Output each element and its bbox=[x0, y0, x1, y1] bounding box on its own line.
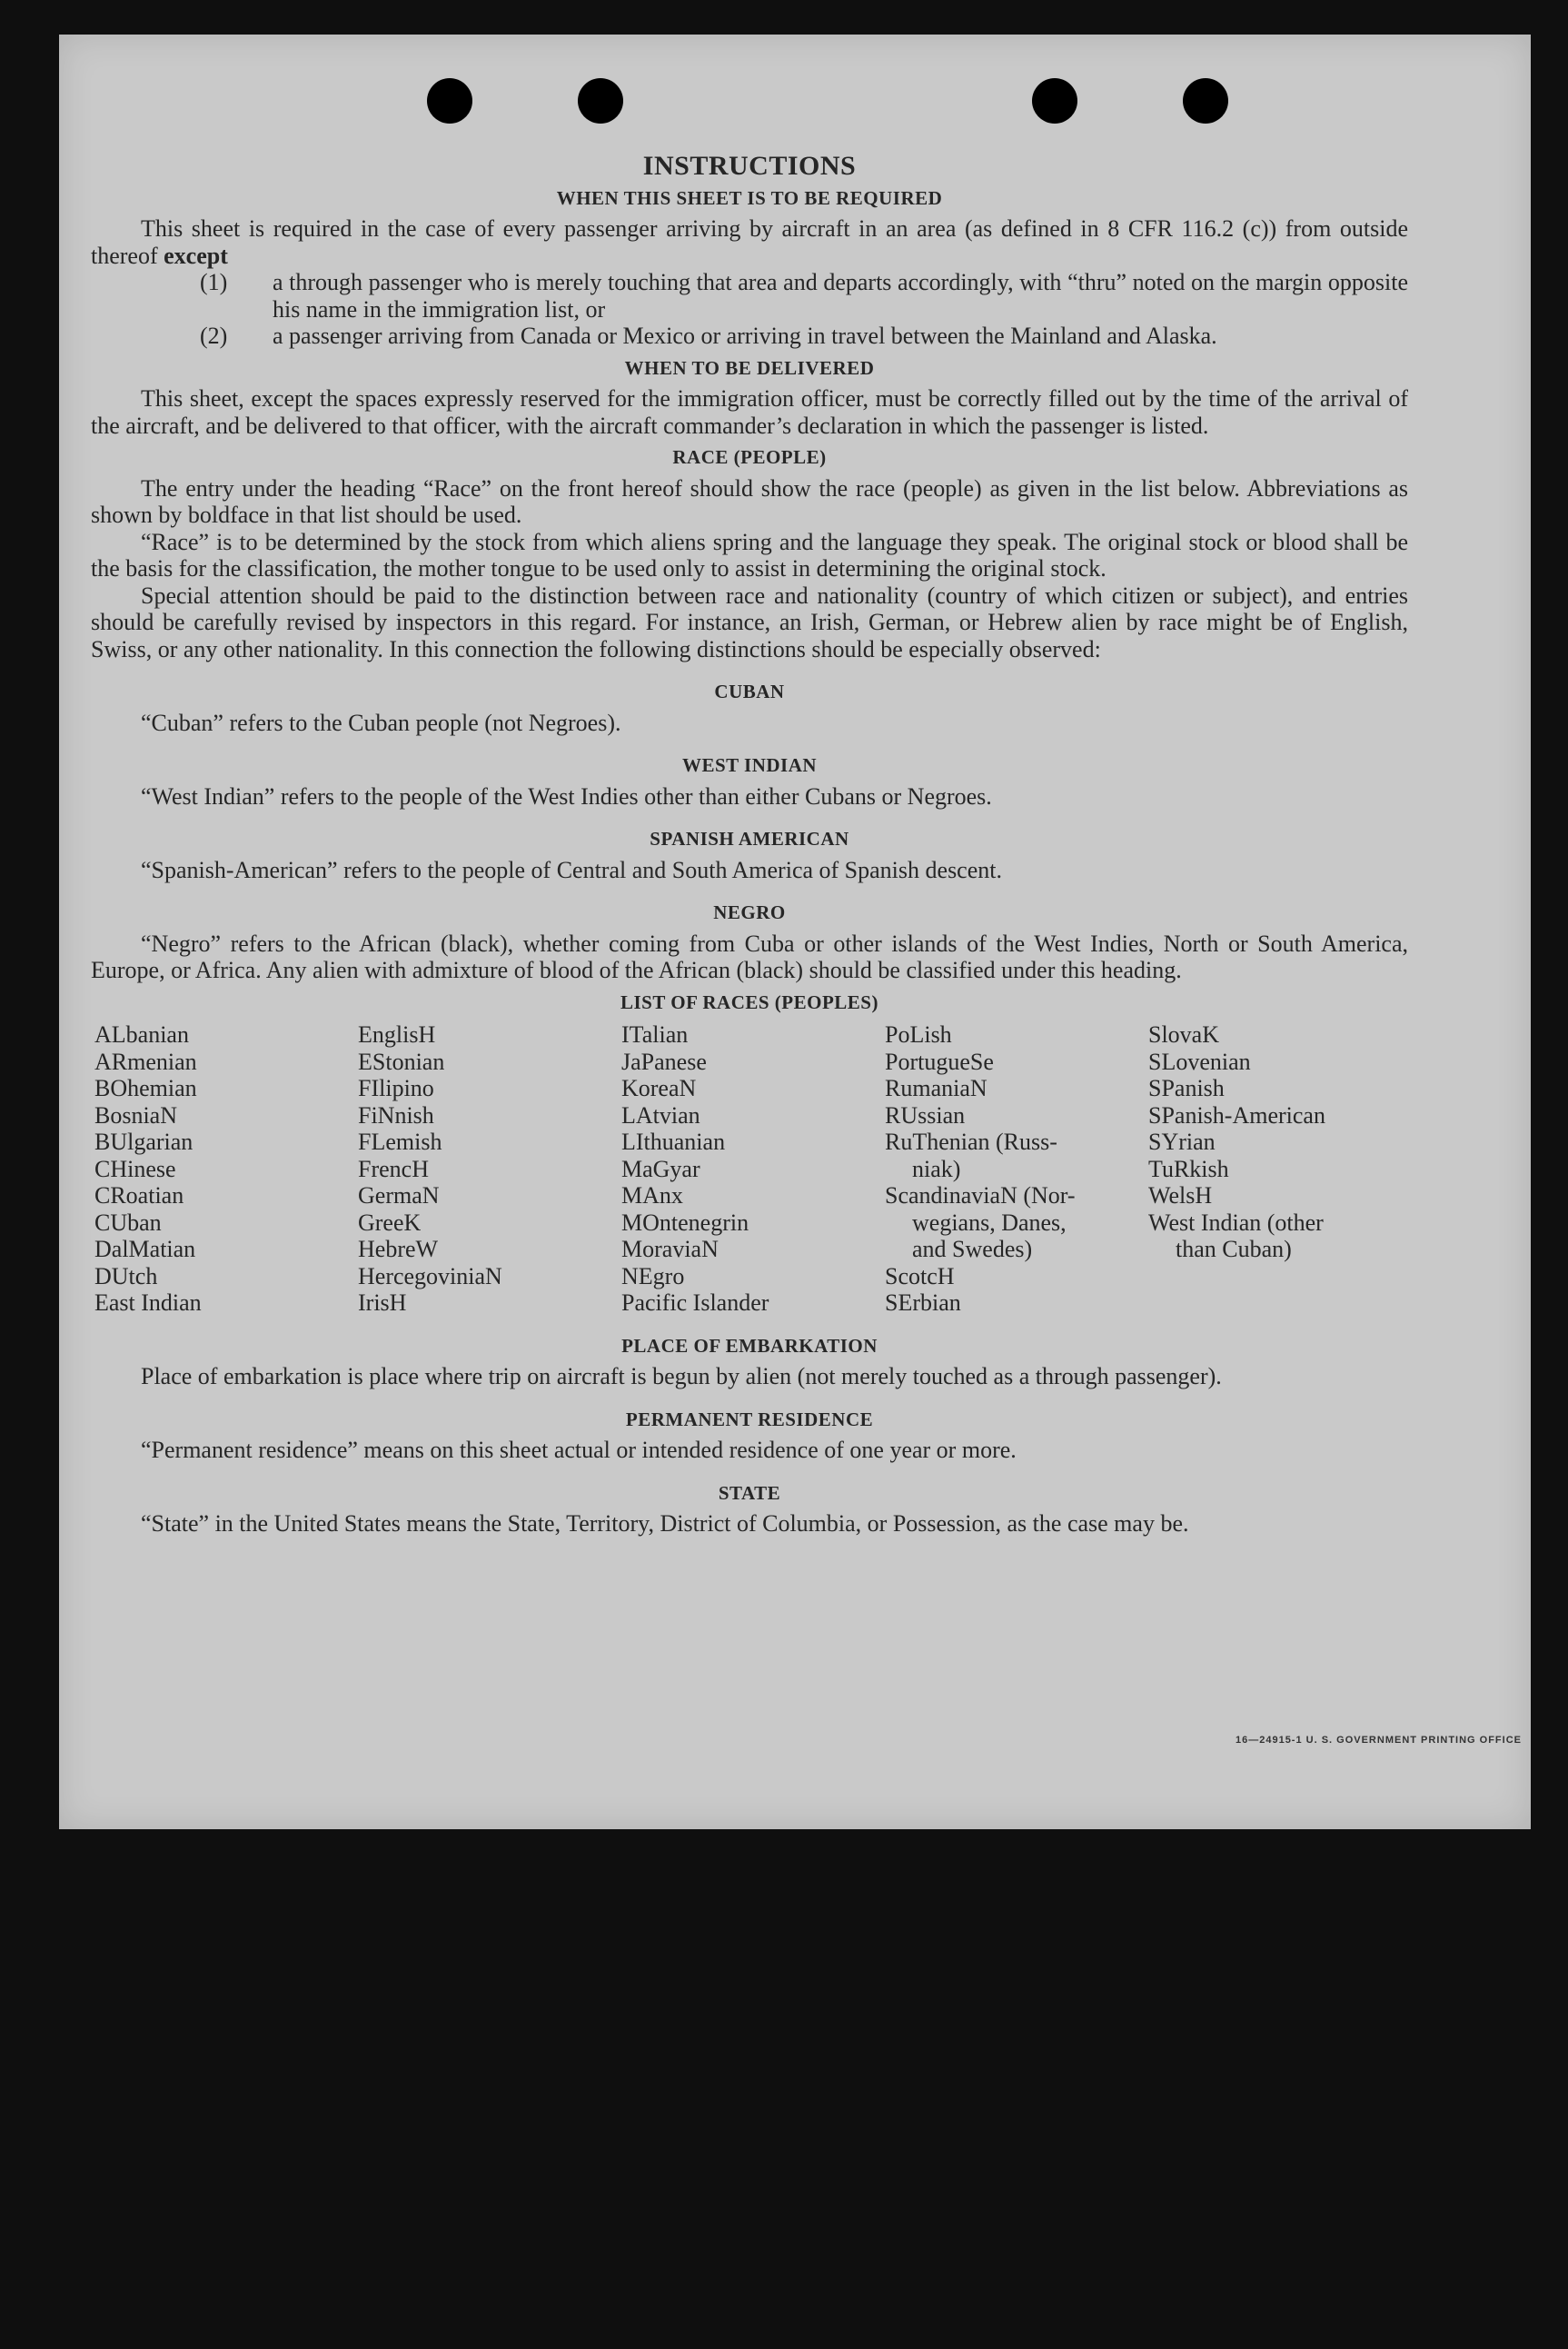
race-entry: West Indian (other bbox=[1148, 1209, 1324, 1236]
race-entry: SLovenian bbox=[1148, 1048, 1251, 1075]
race-entry: ScandinaviaN (Nor- bbox=[885, 1182, 1076, 1209]
race-entry: ALbanian bbox=[94, 1021, 189, 1048]
section-heading-race-list: LIST OF RACES (PEOPLES) bbox=[620, 990, 878, 1013]
section-heading-west-indian: WEST INDIAN bbox=[681, 754, 818, 776]
race-entry-continued: than Cuban) bbox=[1176, 1236, 1292, 1262]
embarkation-text: Place of embarkation is place where trip on aircraft is begun by alien (not merely touched as a through passenger). bbox=[141, 1363, 1222, 1389]
race-paragraph-1: The entry under the heading “Race” on the front hereof should show the race (people) as given in the list below. Abbreviations as shown by boldface in that list should be used. bbox=[91, 474, 1408, 528]
race-list bbox=[94, 1021, 1408, 1317]
required-item-2: (2) a passenger arriving from Canada or Mexico or arriving in travel between the Mainland and Alaska. bbox=[200, 323, 1217, 349]
race-entry: RumaniaN bbox=[885, 1075, 987, 1101]
race-entry: Pacific Islander bbox=[621, 1289, 769, 1316]
race-entry: FIlipino bbox=[358, 1075, 434, 1101]
race-entry: EnglisH bbox=[358, 1021, 436, 1048]
race-entry: ITalian bbox=[621, 1021, 689, 1048]
race-entry: BUlgarian bbox=[94, 1129, 194, 1155]
race-entry: PortugueSe bbox=[885, 1048, 994, 1075]
delivered-text: This sheet, except the spaces expressly reserved for the immigration officer, must be correctly filled out by the time of the arrival of the aircraft, and be delivered to that officer, with the aircraft commander’s declaration in which the passenger is listed. bbox=[91, 385, 1408, 439]
section-heading-negro: NEGRO bbox=[713, 901, 786, 923]
race-entry: CUban bbox=[94, 1209, 162, 1236]
race-list-column-4 bbox=[885, 1021, 1148, 1317]
negro-text: “Negro” refers to the African (black), whether coming from Cuba or other islands of the West Indies, North or South America, Europe, or Africa. Any alien with admixture of blood of the African (black) should be classified under this heading. bbox=[91, 930, 1408, 983]
race-entry: GermaN bbox=[358, 1182, 440, 1209]
state-text: “State” in the United States means the State, Territory, District of Columbia, or Possession, as the case may be. bbox=[141, 1510, 1189, 1537]
race-entry: MoraviaN bbox=[621, 1236, 719, 1262]
race-entry: ScotcH bbox=[885, 1262, 955, 1289]
section-heading-race: RACE (PEOPLE) bbox=[672, 446, 827, 468]
race-entry: KoreaN bbox=[621, 1075, 697, 1101]
race-paragraph-2: “Race” is to be determined by the stock from which aliens spring and the language they speak. The original stock or blood shall be the basis for the classification, the mother tongue to be used only to assist in determining the original stock. bbox=[91, 528, 1408, 582]
race-entry: RuThenian (Russ- bbox=[885, 1129, 1057, 1155]
race-entry: HebreW bbox=[358, 1236, 439, 1262]
race-entry: SErbian bbox=[885, 1289, 961, 1316]
print-code: 16—24915-1 U. S. GOVERNMENT PRINTING OFFICE bbox=[1235, 1735, 1522, 1746]
race-entry: ARmenian bbox=[94, 1048, 197, 1075]
section-heading-residence: PERMANENT RESIDENCE bbox=[625, 1408, 874, 1430]
race-entry: JaPanese bbox=[621, 1048, 707, 1075]
spanish-american-text: “Spanish-American” refers to the people of Central and South America of Spanish descent. bbox=[141, 856, 1002, 883]
race-entry: LAtvian bbox=[621, 1101, 700, 1129]
race-entry: FiNnish bbox=[358, 1101, 434, 1129]
race-entry: SPanish bbox=[1148, 1075, 1225, 1101]
race-entry: WelsH bbox=[1148, 1182, 1213, 1209]
race-entry: CRoatian bbox=[94, 1182, 184, 1209]
race-entry: CHinese bbox=[94, 1155, 176, 1182]
section-heading-embarkation: PLACE OF EMBARKATION bbox=[621, 1334, 878, 1357]
race-entry: BosniaN bbox=[94, 1101, 177, 1129]
punch-hole bbox=[578, 78, 623, 124]
punch-hole bbox=[1032, 78, 1077, 124]
race-entry: HercegoviniaN bbox=[358, 1262, 502, 1289]
section-heading-cuban: CUBAN bbox=[714, 681, 785, 702]
race-entry: FLemish bbox=[358, 1129, 442, 1155]
race-entry: PoLish bbox=[885, 1021, 952, 1048]
page-title: INSTRUCTIONS bbox=[642, 151, 857, 181]
section-heading-delivered: WHEN TO BE DELIVERED bbox=[624, 356, 875, 379]
section-heading-spanish-american: SPANISH AMERICAN bbox=[650, 828, 849, 850]
section-heading-state: STATE bbox=[718, 1481, 781, 1504]
race-entry: FrencH bbox=[358, 1155, 429, 1182]
race-paragraph-3: Special attention should be paid to the distinction between race and nationality (country of which citizen or subject), and entries should be carefully revised by inspectors in this regard. For instance, an Irish, German, or Hebrew alien by race might be of English, Swiss, or any other nationality. In this connection the following distinctions should be especially observed: bbox=[91, 582, 1408, 662]
race-entry: IrisH bbox=[358, 1289, 407, 1316]
race-entry: EStonian bbox=[358, 1048, 445, 1075]
race-entry-continued: niak) bbox=[912, 1155, 961, 1182]
race-entry: MAnx bbox=[621, 1182, 683, 1209]
race-entry: MaGyar bbox=[621, 1155, 700, 1182]
race-entry: RUssian bbox=[885, 1101, 966, 1129]
race-entry: TuRkish bbox=[1148, 1155, 1229, 1182]
race-entry: East Indian bbox=[94, 1289, 202, 1316]
race-entry: MOntenegrin bbox=[621, 1209, 749, 1236]
punch-hole bbox=[427, 78, 472, 124]
instructions-content bbox=[91, 153, 1408, 1538]
race-list-column-3 bbox=[621, 1021, 885, 1317]
punch-hole bbox=[1183, 78, 1228, 124]
race-list-column-5 bbox=[1148, 1021, 1421, 1317]
race-entry: NEgro bbox=[621, 1262, 685, 1289]
document-sheet bbox=[59, 35, 1531, 1829]
residence-text: “Permanent residence” means on this sheet actual or intended residence of one year or more. bbox=[141, 1437, 1017, 1463]
race-entry: DUtch bbox=[94, 1262, 158, 1289]
race-entry-continued: and Swedes) bbox=[912, 1236, 1033, 1262]
race-entry: SPanish-American bbox=[1148, 1101, 1325, 1129]
race-entry-continued: wegians, Danes, bbox=[912, 1209, 1067, 1236]
west-indian-text: “West Indian” refers to the people of the West Indies other than either Cubans or Negroes. bbox=[141, 782, 992, 810]
required-item-1: (1) a through passenger who is merely touching that area and departs accordingly, with “thru” noted on the margin opposite his name in the immigration list, or bbox=[200, 269, 1408, 323]
race-entry: DalMatian bbox=[94, 1236, 196, 1262]
cuban-text: “Cuban” refers to the Cuban people (not Negroes). bbox=[141, 709, 621, 736]
required-intro: This sheet is required in the case of every passenger arriving by aircraft in an area (as defined in 8 CFR 116.2 (c)) from outside thereof except bbox=[91, 215, 1408, 269]
race-entry: SlovaK bbox=[1148, 1021, 1219, 1048]
race-entry: SYrian bbox=[1148, 1129, 1216, 1155]
race-entry: LIthuanian bbox=[621, 1129, 726, 1155]
race-entry: BOhemian bbox=[94, 1075, 197, 1101]
race-list-column-2 bbox=[358, 1021, 621, 1317]
race-entry: GreeK bbox=[358, 1209, 422, 1236]
race-list-column-1 bbox=[94, 1021, 358, 1317]
section-heading-required: WHEN THIS SHEET IS TO BE REQUIRED bbox=[556, 186, 943, 209]
